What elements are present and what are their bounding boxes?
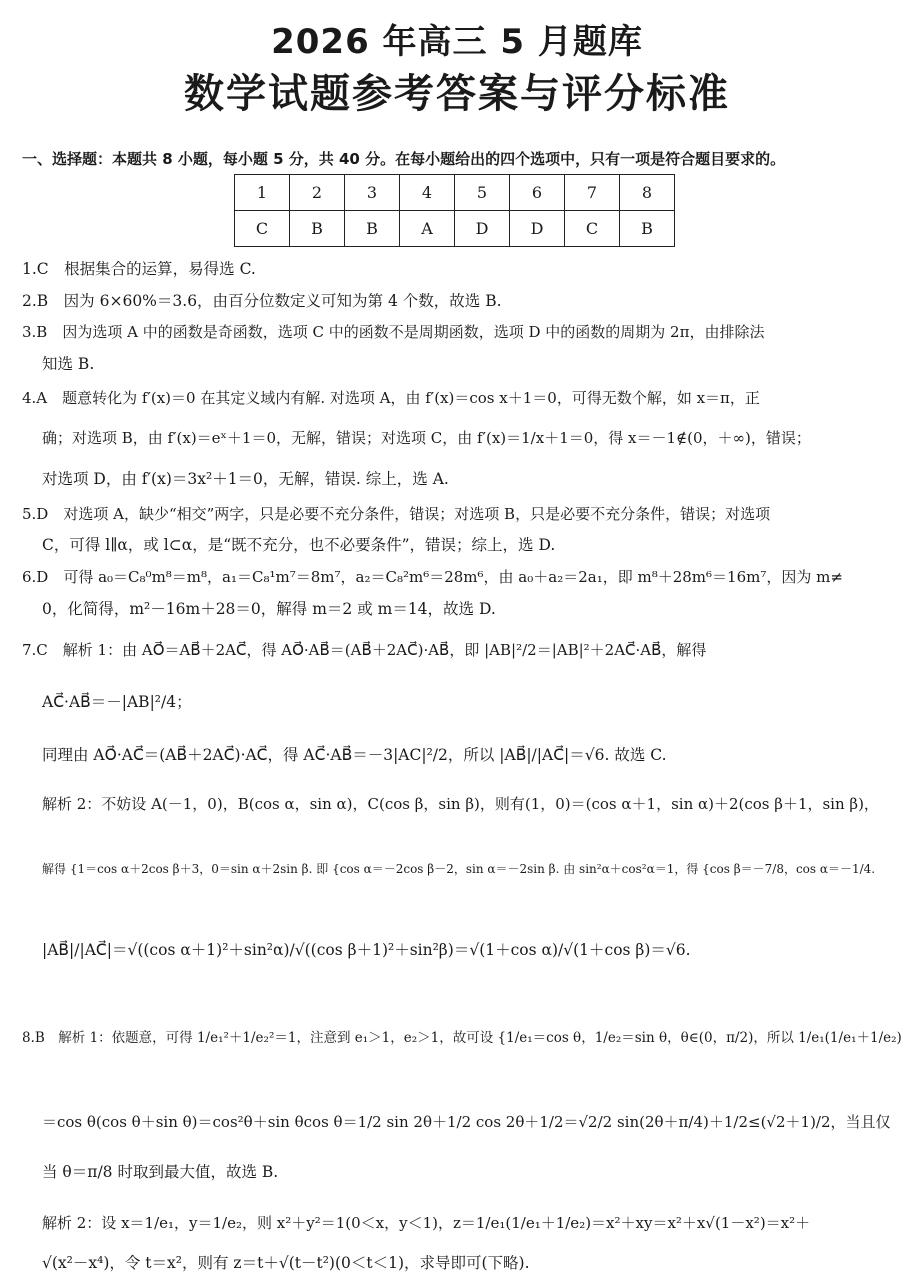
- solution-line: |AB⃗|/|AC⃗|＝√((cos α＋1)²＋sin²α)/√((cos β＋1)²＋sin²β)＝√(1＋cos α)/√(1＋cos β)＝√6.: [42, 941, 691, 959]
- question-number: 5: [455, 175, 510, 211]
- answer-choice: B: [620, 211, 675, 247]
- answer-choice: B: [345, 211, 400, 247]
- solution-line: 7.C 解析 1：由 AO⃗＝AB⃗＋2AC⃗，得 AO⃗·AB⃗＝(AB⃗＋2AC⃗)·AB⃗，即 |AB|²/2＝|AB|²＋2AC⃗·AB⃗，解得: [22, 641, 707, 659]
- solution-line: 解析 2：不妨设 A(－1，0)，B(cos α，sin α)，C(cos β，sin β)，则有(1，0)＝(cos α＋1，sin α)＋2(cos β＋1，sin β)，: [42, 795, 879, 813]
- answer-choice: D: [510, 211, 565, 247]
- solution-line: C，可得 l∥α，或 l⊂α，是“既不充分，也不必要条件”，错误；综上，选 D.: [42, 536, 556, 554]
- answer-choice: D: [455, 211, 510, 247]
- solution-line: 当 θ＝π/8 时取到最大值，故选 B.: [42, 1163, 279, 1181]
- question-number: 8: [620, 175, 675, 211]
- question-number: 2: [290, 175, 345, 211]
- answer-choice: C: [235, 211, 290, 247]
- solution-line: 确；对选项 B，由 f′(x)＝eˣ＋1＝0，无解，错误；对选项 C，由 f′(x)＝1/x＋1＝0，得 x＝－1∉(0，＋∞)，错误；: [42, 429, 811, 447]
- solution-line: 1.C 根据集合的运算，易得选 C.: [22, 260, 256, 278]
- question-number: 4: [400, 175, 455, 211]
- section-heading: 一、选择题：本题共 8 小题，每小题 5 分，共 40 分。在每小题给出的四个选项中，只有一项是符合题目要求的。: [22, 150, 786, 168]
- question-number: 1: [235, 175, 290, 211]
- solution-line: 同理由 AO⃗·AC⃗＝(AB⃗＋2AC⃗)·AC⃗，得 AC⃗·AB⃗＝－3|AC|²/2，所以 |AB⃗|/|AC⃗|＝√6. 故选 C.: [42, 746, 667, 764]
- solution-line: 0，化简得，m²－16m＋28＝0，解得 m＝2 或 m＝14，故选 D.: [42, 600, 496, 618]
- solution-line: 8.B 解析 1：依题意，可得 1/e₁²＋1/e₂²＝1，注意到 e₁＞1，e₂＞1，故可设 {1/e₁＝cos θ，1/e₂＝sin θ，θ∈(0，π/2)，所以 1/e₁(1/e₁＋1/e₂): [22, 1030, 902, 1046]
- solution-line: 解得 {1＝cos α＋2cos β＋3，0＝sin α＋2sin β. 即 {cos α＝－2cos β－2，sin α＝－2sin β. 由 sin²α＋cos²α＝1，得 {cos β＝－7/8，cos α＝－1/4.: [42, 862, 876, 876]
- answer-choice: B: [290, 211, 345, 247]
- page-subtitle: 数学试题参考答案与评分标准: [184, 71, 730, 117]
- solution-line: 6.D 可得 a₀＝C₈⁰m⁸＝m⁸，a₁＝C₈¹m⁷＝8m⁷，a₂＝C₈²m⁶＝28m⁶，由 a₀＋a₂＝2a₁，即 m⁸＋28m⁶＝16m⁷，因为 m≠: [22, 568, 843, 586]
- answer-table: [234, 174, 675, 247]
- page-title: 2026 年高三 5 月题库: [271, 22, 643, 62]
- solution-line: 解析 2：设 x＝1/e₁，y＝1/e₂，则 x²＋y²＝1(0＜x，y＜1)，z＝1/e₁(1/e₁＋1/e₂)＝x²＋xy＝x²＋x√(1－x²)＝x²＋: [42, 1214, 811, 1232]
- solution-line: 5.D 对选项 A，缺少“相交”两字，只是必要不充分条件，错误；对选项 B，只是必要不充分条件，错误；对选项: [22, 505, 771, 523]
- solution-line: AC⃗·AB⃗＝－|AB|²/4；: [42, 693, 192, 711]
- answer-table-answer-row: [235, 211, 675, 247]
- solution-line: 3.B 因为选项 A 中的函数是奇函数，选项 C 中的函数不是周期函数，选项 D 中的函数的周期为 2π，由排除法: [22, 323, 765, 341]
- solution-line: 4.A 题意转化为 f′(x)＝0 在其定义域内有解. 对选项 A，由 f′(x)＝cos x＋1＝0，可得无数个解，如 x＝π，正: [22, 389, 760, 407]
- solution-line: 2.B 因为 6×60%＝3.6，由百分位数定义可知为第 4 个数，故选 B.: [22, 292, 502, 310]
- answer-choice: C: [565, 211, 620, 247]
- question-number: 3: [345, 175, 400, 211]
- solution-line: 知选 B.: [42, 355, 95, 373]
- question-number: 6: [510, 175, 565, 211]
- answer-table-number-row: [235, 175, 675, 211]
- solution-line: ＝cos θ(cos θ＋sin θ)＝cos²θ＋sin θcos θ＝1/2 sin 2θ＋1/2 cos 2θ＋1/2＝√2/2 sin(2θ＋π/4)＋1/2≤(√2＋1)/2，当且仅: [42, 1113, 891, 1131]
- answer-choice: A: [400, 211, 455, 247]
- question-number: 7: [565, 175, 620, 211]
- solution-line: √(x²－x⁴)，令 t＝x²，则有 z＝t＋√(t－t²)(0＜t＜1)，求导即可(下略).: [42, 1254, 530, 1272]
- solution-line: 对选项 D，由 f′(x)＝3x²＋1＝0，无解，错误. 综上，选 A.: [42, 470, 449, 488]
